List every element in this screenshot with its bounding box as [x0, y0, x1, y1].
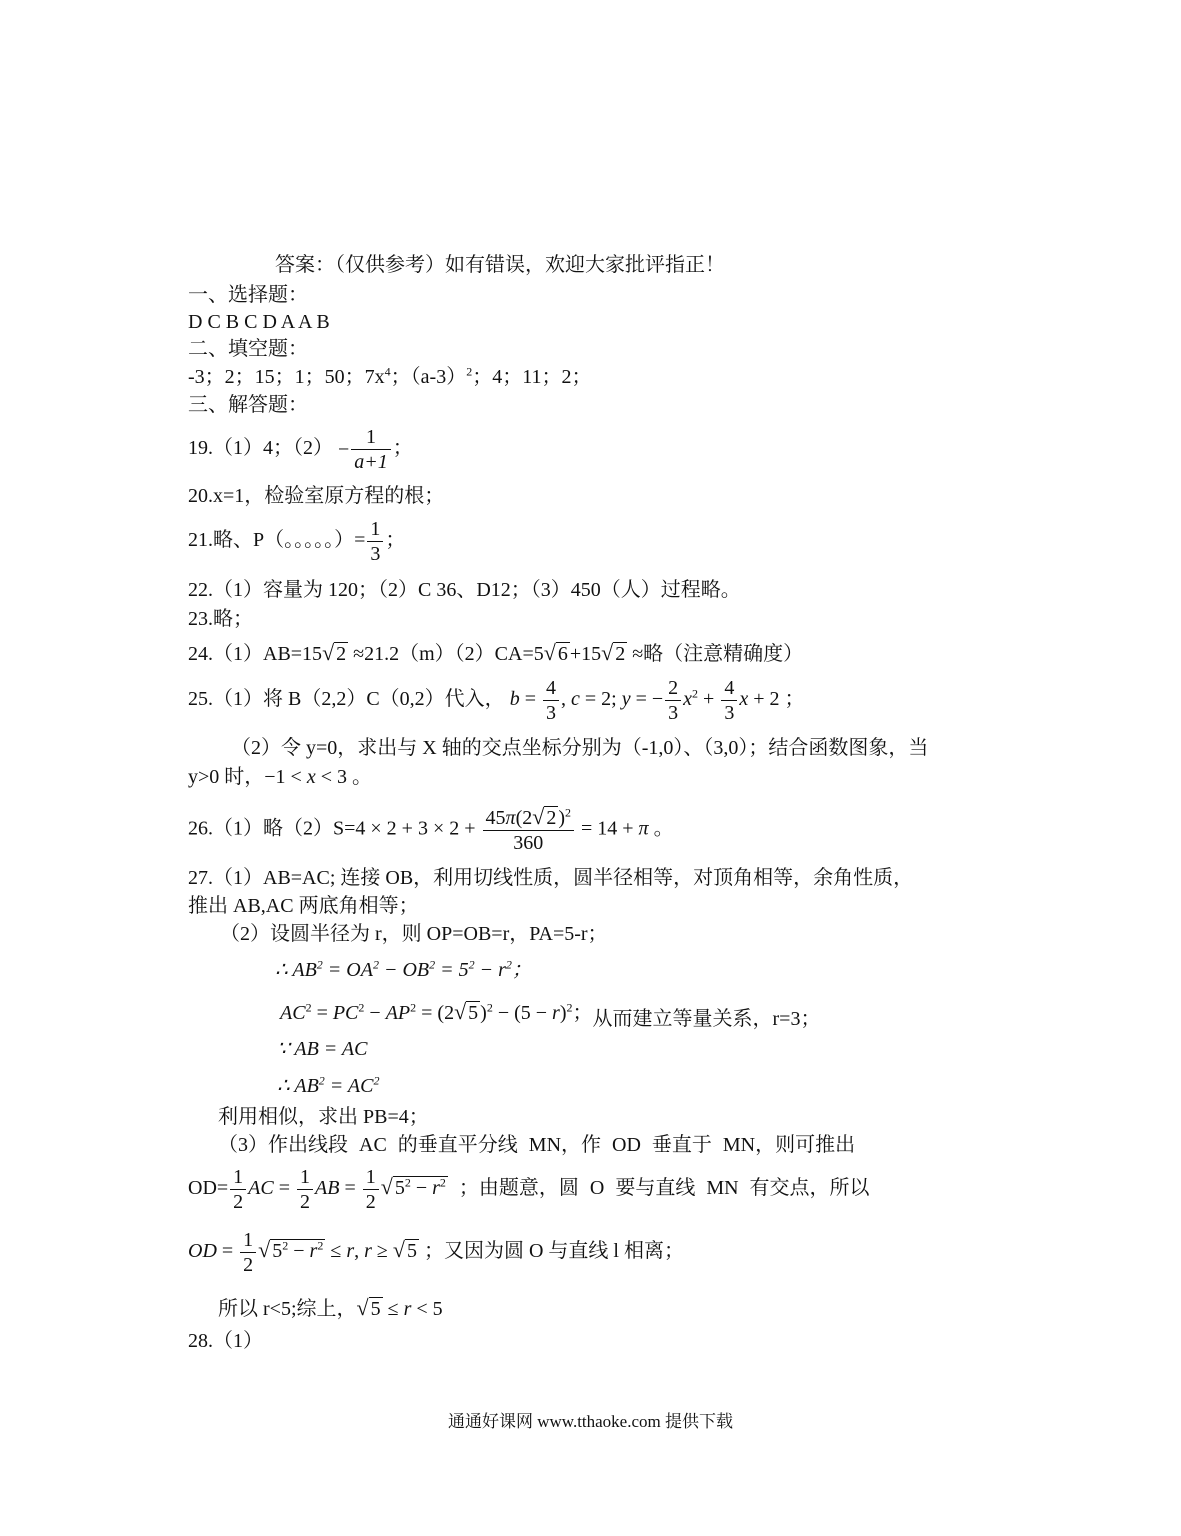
- section-heading-fill: 二、填空题：: [188, 338, 308, 360]
- answer-19: 19.（1）4；（2） − $\frac{1}{a+1}$ ；: [188, 426, 413, 473]
- section-heading-choice: 一、选择题：: [188, 284, 308, 306]
- answer-27-pb: 利用相似，求出 PB=4；: [218, 1106, 429, 1128]
- page-footer: 通通好课网 www.tthaoke.com 提供下载: [447, 1412, 734, 1431]
- answer-25-2-line1: （2）令 y=0，求出与 X 轴的交点坐标分别为（-1,0）、（3,0）；结合函数图象，当: [231, 737, 929, 759]
- answer-23: 23.略；: [188, 608, 253, 630]
- answer-26: 26.（1）略（2）S=4 × 2 + 3 × 2 + $\frac{45\pi(2√ 2 )^2}{360}$ = 14 + π 。: [188, 804, 674, 854]
- equation-ac-squared: $AC^2 = PC^2 - AP^2 = (2√$ 5 )$^2 - (5 - r)^2$；从而建立等量关系，r=3；: [280, 999, 821, 1030]
- answer-27-3-line1: （3）作出线段 AC 的垂直平分线 MN，作 OD 垂直于 MN，则可推出: [218, 1134, 856, 1156]
- answer-20: 20.x=1，检验室原方程的根；: [188, 485, 445, 507]
- answer-27-line2: 推出 AB,AC 两底角相等；: [188, 895, 419, 917]
- answer-27-2: （2）设圆半径为 r，则 OP=OB=r，PA=5-r；: [220, 923, 608, 945]
- answer-25-2-line2: y>0 时，−1 < x < 3 。: [188, 766, 373, 788]
- answer-24: 24.（1）AB=15√ 2 ≈21.2（m）（2）CA=5√ 6 +15√ 2 ≈略（注意精确度）: [188, 640, 804, 665]
- answer-22: 22.（1）容量为 120；（2）C 36、D12；（3）450（人）过程略。: [188, 579, 741, 601]
- equation-ab-equals-ac: ∵ AB = AC: [277, 1038, 368, 1060]
- answer-27-3-od: OD= $\frac{1}{2}$ AC = $\frac{1}{2}$ AB = $\frac{1}{2}$ √ $5^2 - r^2$ ；由题意，圆 O 要与直线 MN 有交点，所以: [188, 1166, 870, 1213]
- answer-27-conclusion: 所以 r<5;综上，√ 5 ≤ r < 5: [218, 1295, 443, 1320]
- answer-21: 21.略、P（。。。。。）= $\frac{1}{3}$ ；: [188, 518, 406, 565]
- equation-ab-squared: ∴ $AB^2 = OA^2 - OB^2 = 5^2 - r^2$；: [275, 957, 532, 981]
- choice-answers: D C B C D A A B: [188, 311, 330, 333]
- answer-25-1: 25.（1）将 B（2,2）C（0,2）代入， b = $\frac{4}{3}$ , c = 2; y = − $\frac{2}{3}$ $x^2$ + $\frac{4}{3}$ x + 2 ；: [188, 677, 805, 724]
- page-title: 答案：（仅供参考）如有错误，欢迎大家批评指正！: [275, 254, 725, 276]
- section-heading-solve: 三、解答题：: [188, 394, 308, 416]
- fill-answers: -3；2；15；1；50；$7x^4$；$(a-3)^2$；4；11；2；: [188, 364, 592, 388]
- equation-ab2-equals-ac2: ∴ $AB^2 = AC^2$: [277, 1073, 380, 1097]
- answer-28: 28.（1）: [188, 1330, 263, 1352]
- answer-27-line1: 27.（1）AB=AC; 连接 OB，利用切线性质，圆半径相等，对顶角相等，余角性质，: [188, 867, 914, 889]
- answer-27-3-inequality: OD = $\frac{1}{2}$ √ $5^2 - r^2 \le r$, r ≥ √ 5 ；又因为圆 O 与直线 l 相离；: [188, 1229, 684, 1276]
